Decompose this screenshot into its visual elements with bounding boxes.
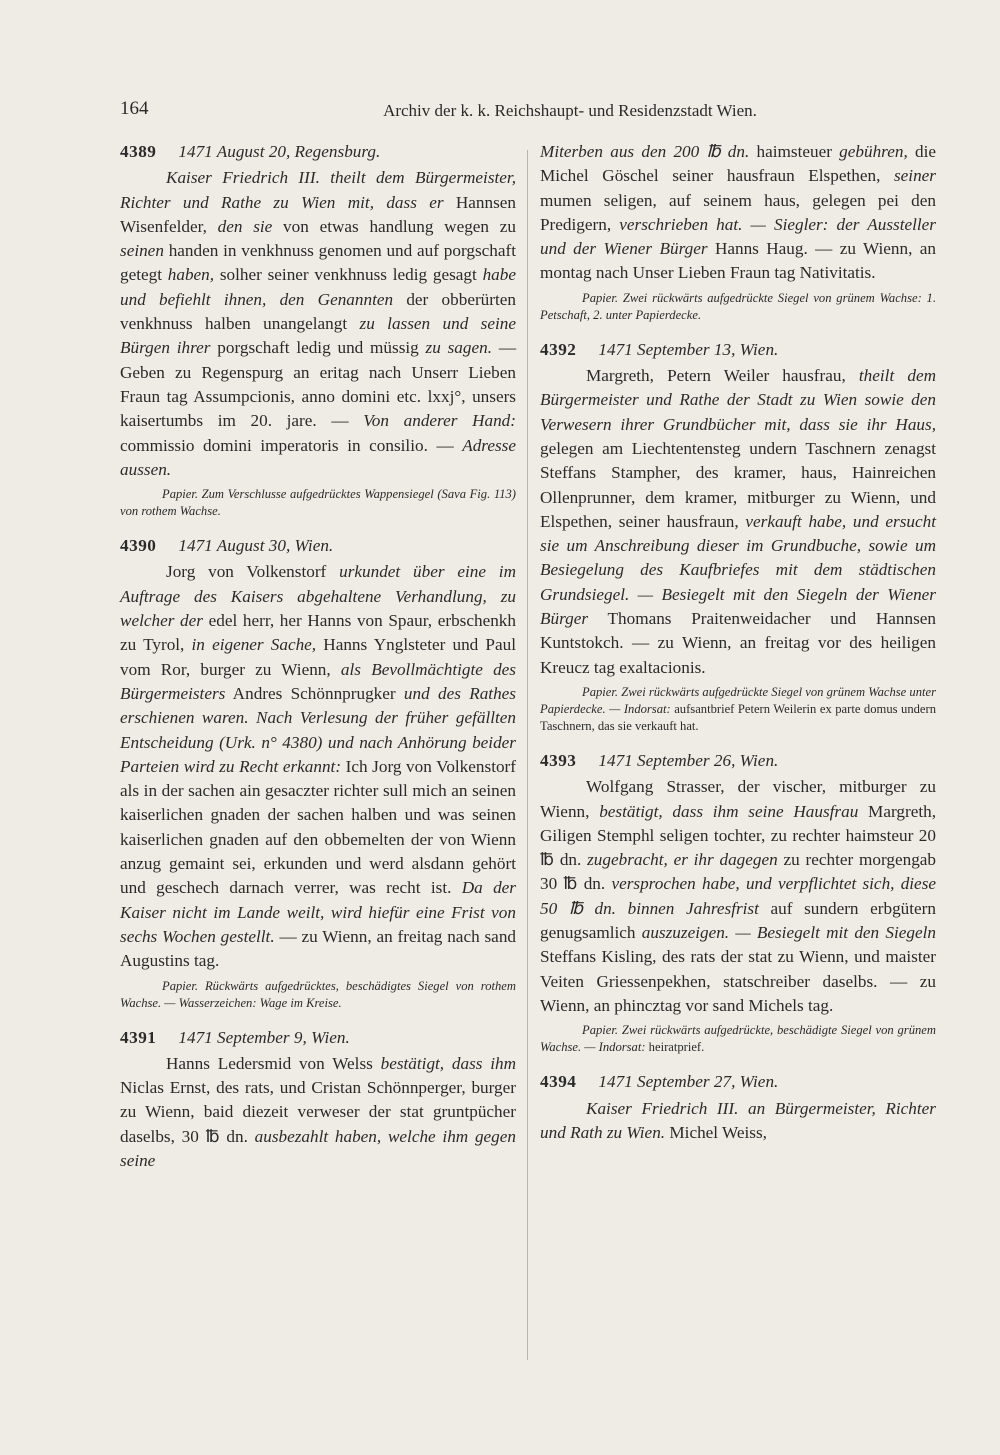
text-run: gebühren, xyxy=(839,142,908,161)
text-run: Hanns Haug. — zu Wienn, an montag nach Unser Lieben Fraun tag Nativitatis. xyxy=(540,239,936,283)
text-run: Wolfgang Strasser, der vischer, mitburger zu Wienn, xyxy=(540,777,936,821)
text-run: urkundet über eine im Auftrage des Kaisers abgehaltene Verhandlung, zu welcher der xyxy=(120,562,516,631)
entry-4392 xyxy=(540,338,936,735)
text-run: solher seiner venkhnuss ledig gesagt xyxy=(214,265,483,285)
entry-date: 1471 September 27, Wien. xyxy=(598,1072,779,1092)
entry-note xyxy=(540,290,936,324)
entry-date: 1471 August 20, Regensburg. xyxy=(178,142,381,161)
entry-note xyxy=(120,978,516,1012)
entry-4391-continued xyxy=(540,140,936,324)
text-run: bestätigt, dass ihm xyxy=(380,1053,516,1073)
entry-body xyxy=(540,140,936,286)
text-run: handen in venkhnuss genomen und auf porgschaft getegt xyxy=(120,241,516,285)
text-run: Niclas Ernst, des rats, und Cristan Schönnperger, burger zu Wienn, baid diezeit verweser der stat gruntpücher daselbs, 30 ℔ dn. xyxy=(120,1078,516,1146)
page-number: 164 xyxy=(120,98,149,119)
entry-number: 4392 xyxy=(540,339,577,359)
entry-note xyxy=(540,1022,936,1056)
text-run: — zu Wienn, an freitag nach sand Augustins tag. xyxy=(120,926,517,971)
entry-body xyxy=(120,166,516,482)
entry-4390 xyxy=(120,534,516,1011)
text-run: habe und befiehlt ihnen, den Genannten xyxy=(120,265,516,309)
text-run: auszuzeigen. — Besiegelt mit den Siegeln xyxy=(641,923,936,943)
entry-4389 xyxy=(120,140,516,520)
entry-heading xyxy=(540,338,936,362)
entry-date: 1471 September 9, Wien. xyxy=(178,1027,350,1047)
text-run: theilt dem Bürgermeister und Rathe der Stadt zu Wien sowie den Verwesern ihrer Grundbücher mit, dass sie ihr Haus, xyxy=(540,366,936,434)
text-run: als Bevollmächtigte des Bürgermeisters xyxy=(120,659,517,703)
text-run: Hanns Ynglsteter und Paul vom Ror, burger zu Wienn, xyxy=(120,635,516,679)
entry-body xyxy=(540,1097,936,1146)
text-run: aufsantbrief Petern Weilerin ex parte domus undern Taschnern, das sie verkauft hat. xyxy=(540,701,936,733)
text-run: Papier. Zwei rückwärts aufgedrückte Siegel von grünem Wachse unter Papierdecke. — Indorsat: xyxy=(540,684,936,716)
entry-number: 4389 xyxy=(120,142,157,161)
text-run: Da der Kaiser nicht im Lande weilt, wird hiefür eine Frist von sechs Wochen gestellt. xyxy=(120,878,517,946)
text-run: zu sagen. xyxy=(425,338,493,358)
entry-4391 xyxy=(120,1026,516,1174)
text-run: heiratprief. xyxy=(645,1040,705,1055)
entry-number: 4393 xyxy=(540,750,577,770)
text-run: haimsteuer xyxy=(749,142,840,161)
text-run: Papier. Zwei rückwärts aufgedrückte Siegel von grünem Wachse: 1. Petschaft, 2. unter Papierdecke. xyxy=(540,290,936,322)
text-run: auf sundern erbgütern genugsamlich xyxy=(540,898,936,943)
text-run: Michel Weiss, xyxy=(665,1122,767,1142)
text-run: Papier. Rückwärts aufgedrücktes, beschädigtes Siegel von rothem Wachse. — Wasserzeichen: Wage im Kreise. xyxy=(120,978,516,1010)
text-run: und des Rathes erschienen waren. Nach Verlesung der früher gefällten Entscheidung (Urk. n° 4380) und nach Anhörung beider Parteien wird zu Recht erkannt: xyxy=(120,683,516,776)
text-run: Margreth, Petern Weiler hausfrau, xyxy=(586,366,859,386)
text-run: — Geben zu Regenspurg an eritag nach Unserr Lieben Fraun tag Assumpcionis, anno domini etc. lxxj°, unsers kaisertumbs im 20. jare. — xyxy=(120,338,517,431)
left-column xyxy=(120,140,516,1173)
text-run: Andres Schönnprugker xyxy=(225,683,404,703)
text-run: den sie xyxy=(217,216,273,236)
text-run: verkauft habe, und ersucht sie um Anschreibung dieser im Grundbuche, sowie um Besiegelung des Kaufbriefes mit dem städtischen Grundsiegel. — Besiegelt mit den Siegeln der Wiener Bürger xyxy=(540,511,936,629)
entry-body xyxy=(120,1052,516,1173)
text-run: mumen seligen, auf seinem haus, gelegen pei den Predigern, xyxy=(540,190,936,234)
entry-number: 4390 xyxy=(120,536,157,556)
text-run: seiner xyxy=(893,166,936,186)
text-run: edel herr, her Hanns von Spaur, erbschenkh zu Tyrol, xyxy=(120,611,516,655)
text-run: versprochen habe, und verpflichtet sich, diese 50 ℔ dn. binnen Jahresfrist xyxy=(540,874,937,918)
entry-date: 1471 August 30, Wien. xyxy=(178,536,334,556)
text-run: zu rechter morgengab 30 ℔ dn. xyxy=(540,850,937,894)
text-run: Adresse aussen. xyxy=(120,435,516,479)
text-run: Papier. Zwei rückwärts aufgedrückte, beschädigte Siegel von grünem Wachse. — Indorsat: xyxy=(540,1023,936,1055)
right-column xyxy=(540,140,936,1145)
text-run: Thomans Praitenweidacher und Hannsen Kuntstokch. — zu Wienn, an freitag vor des heiligen Kreucz tag exaltacionis. xyxy=(540,609,936,677)
text-run: die Michel Göschel seiner hausfraun Elspethen, xyxy=(540,142,936,186)
entry-heading xyxy=(120,1026,516,1050)
text-run: seinen xyxy=(120,241,164,261)
text-run: Steffans Kisling, des rats der stat zu Wienn, und maister Veiten Griessenpekhen, statschreiber daselbs. — zu Wienn, an phincztag vor sand Michels tag. xyxy=(540,947,936,1015)
text-run: Papier. Zum Verschlusse aufgedrücktes Wappensiegel (Sava Fig. 113) von rothem Wachse. xyxy=(120,487,516,519)
entry-heading xyxy=(120,140,516,164)
entry-date: 1471 September 26, Wien. xyxy=(598,750,779,770)
entry-body xyxy=(120,560,516,973)
text-run: Jorg von Volkenstorf xyxy=(166,562,340,582)
text-run: der obberürten venkhnuss halben unangelangt xyxy=(120,289,516,334)
column-divider xyxy=(527,150,528,1360)
text-run: verschrieben hat. — Siegler: der Aussteller und der Wiener Bürger xyxy=(540,214,936,259)
entry-body xyxy=(540,775,936,1018)
text-run: zu lassen und seine Bürgen ihrer xyxy=(120,314,516,358)
text-run: Kaiser Friedrich III. an Bürgermeister, Richter und Rath zu Wien. xyxy=(540,1098,936,1142)
text-run: commissio domini imperatoris in consilio. — xyxy=(120,435,463,455)
text-run: porgschaft ledig und müssig xyxy=(210,338,426,358)
entry-4393 xyxy=(540,749,936,1056)
text-run: Margreth, Giligen Stemphl seligen tochter, zu rechter haimsteur 20 ℔ dn. xyxy=(540,801,936,870)
running-title: Archiv der k. k. Reichshaupt- und Residenzstadt Wien. xyxy=(383,101,757,120)
entry-number: 4391 xyxy=(120,1027,157,1047)
text-run: gelegen am Liechtentensteg undern Taschnern zenagst Steffans Stampher, des kramer, haus, Hainreichen Ollenprunner, dem kramer, mitburger zu Wienn, und Elspethen, seiner hausfraun, xyxy=(540,438,936,531)
text-run: Hannsen Wisenfelder, xyxy=(120,192,516,236)
text-run: Kaiser Friedrich III. theilt dem Bürgermeister, Richter und Rathe zu Wien mit, dass er xyxy=(120,168,516,212)
entry-number: 4394 xyxy=(540,1072,577,1092)
text-run: Miterben aus den 200 ℔ dn. xyxy=(540,142,750,161)
text-run: Ich Jorg von Volkenstorf als in der sachen ain gesaczter richter sull mich an seinen kaiserlichen gnaden der sachen halben und was seinen kaiserlichen gnaden auf den obbemelten der von Wienn anzug gemaint sei, erkunden und werd alsdann gehört und geschech darnach verrer, was recht ist. xyxy=(120,756,517,898)
entry-4394 xyxy=(540,1070,936,1145)
text-run: zugebracht, er ihr dagegen xyxy=(587,850,778,870)
entry-note xyxy=(540,684,936,735)
text-run: haben, xyxy=(167,265,215,285)
entry-heading xyxy=(540,749,936,773)
text-run: Hanns Ledersmid von Welss xyxy=(166,1053,381,1073)
text-run: von etwas handlung wegen zu xyxy=(272,216,516,236)
text-run: Von anderer Hand: xyxy=(363,411,516,431)
text-run: bestätigt, dass ihm seine Hausfrau xyxy=(599,801,859,821)
text-run: ausbezahlt haben, welche ihm gegen seine xyxy=(120,1126,516,1170)
entry-note xyxy=(120,486,516,520)
text-run: in eigener Sache, xyxy=(191,635,317,655)
entry-date: 1471 September 13, Wien. xyxy=(598,339,779,359)
entry-heading xyxy=(540,1070,936,1094)
entry-body xyxy=(540,364,936,680)
entry-heading xyxy=(120,534,516,558)
